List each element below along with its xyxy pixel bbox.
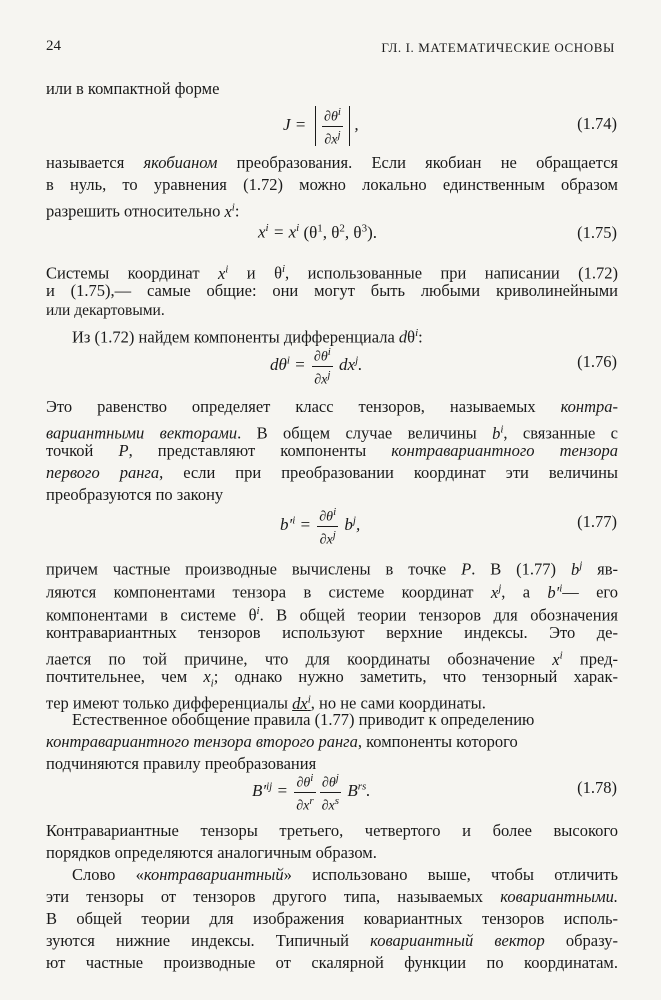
text-line: преобразуются по закону bbox=[46, 485, 224, 504]
text-line: первого ранга, если при преобразовании координат эти величины bbox=[46, 463, 618, 482]
equation-1-78: $B'^{ij}$ = $\frac{\partial\theta^i}{\partial x^r}$ $\frac{\partial\theta^j}{\partial x^s}$ $B^{rs}$. bbox=[252, 772, 371, 814]
text-line: и (1.75),— самые общие: они могут быть любыми криволинейными bbox=[46, 281, 618, 300]
page-number: 24 bbox=[46, 38, 61, 54]
equation-1-77: $b'^i$ = $\frac{\partial\theta^i}{\partial x^j}$ $b^j$, bbox=[280, 506, 361, 548]
text-line: ют частные производные от скалярной функции по координатам. bbox=[46, 953, 618, 972]
text-line: Системы координат $x^i$ и $\theta^i$, использованные при написании (1.72) bbox=[46, 263, 619, 283]
text-line: в нуль, то уравнения (1.72) можно локально единственным образом bbox=[46, 175, 618, 194]
text-line: ляются компонентами тензора в системе координат $x^j$, а $b'^i—$ его bbox=[46, 582, 619, 602]
equation-number: (1.74) bbox=[577, 114, 617, 133]
text-line: контравариантного тензора второго ранга, компоненты которого bbox=[46, 732, 518, 751]
text-line: причем частные производные вычислены в точке P. В (1.77) $b^j$ яв- bbox=[46, 559, 619, 579]
text-line: называется якобианом преобразования. Если якобиан не обращается bbox=[46, 153, 618, 172]
text-line: подчиняются правилу преобразования bbox=[46, 754, 317, 773]
text-line: эти тензоры от тензоров другого типа, называемых ковариантными. bbox=[46, 887, 618, 906]
text-line: Естественное обобщение правила (1.77) приводит к определению bbox=[72, 710, 535, 729]
equation-number: (1.76) bbox=[577, 352, 617, 371]
text-line: Это равенство определяет класс тензоров, называемых контра- bbox=[46, 397, 618, 416]
text-line: точкой P, представляют компоненты контравариантного тензора bbox=[46, 441, 619, 460]
text-line: Из (1.72) найдем компоненты дифференциала $d\theta^i$: bbox=[72, 327, 423, 347]
text-line: почтительнее, чем $x_i$; однако нужно заметить, что тензорный харак- bbox=[46, 667, 619, 690]
text-line: или в компактной форме bbox=[46, 79, 220, 98]
equation-number: (1.77) bbox=[577, 512, 617, 531]
text-line: Слово «контравариантный» использовано выше, чтобы отличить bbox=[72, 865, 618, 884]
text-line: В общей теории для изображения ковариантных тензоров исполь- bbox=[46, 909, 618, 928]
text-line: порядков определяются аналогичным образом. bbox=[46, 843, 377, 862]
equation-1-75: $x^i = x^i$ ($\theta^1$, $\theta^2$, $\theta^3$). bbox=[258, 222, 377, 242]
text-line: разрешить относительно $x^i$: bbox=[46, 201, 240, 221]
text-line: контравариантных тензоров используют верхние индексы. Это де- bbox=[46, 623, 618, 642]
text-line: Контравариантные тензоры третьего, четвертого и более высокого bbox=[46, 821, 618, 840]
text-line: компонентами в системе $\theta^i$. В общей теории тензоров для обозначения bbox=[46, 605, 618, 625]
text-line: зуются нижние индексы. Типичный ковариантный вектор образу- bbox=[46, 931, 618, 950]
equation-1-76: $d\theta^i$ = $\frac{\partial\theta^i}{\partial x^j}$ $dx^j$. bbox=[270, 346, 363, 388]
text-line: вариантными векторами. В общем случае величины $b^i$, связанные с bbox=[46, 423, 618, 443]
equation-number: (1.78) bbox=[577, 778, 617, 797]
text-line: тер имеют только дифференциалы $dx^i$, но не сами координаты. bbox=[46, 693, 486, 713]
running-header: ГЛ. I. МАТЕМАТИЧЕСКИЕ ОСНОВЫ bbox=[381, 40, 615, 55]
equation-number: (1.75) bbox=[577, 223, 617, 242]
text-line: или декартовыми. bbox=[46, 302, 165, 319]
equation-1-74: J = $\frac{\partial\theta^i}{\partial x^j}$ , bbox=[283, 106, 359, 148]
text-line: лается по той причине, что для координаты обозначение $x^i$ пред- bbox=[46, 649, 618, 669]
